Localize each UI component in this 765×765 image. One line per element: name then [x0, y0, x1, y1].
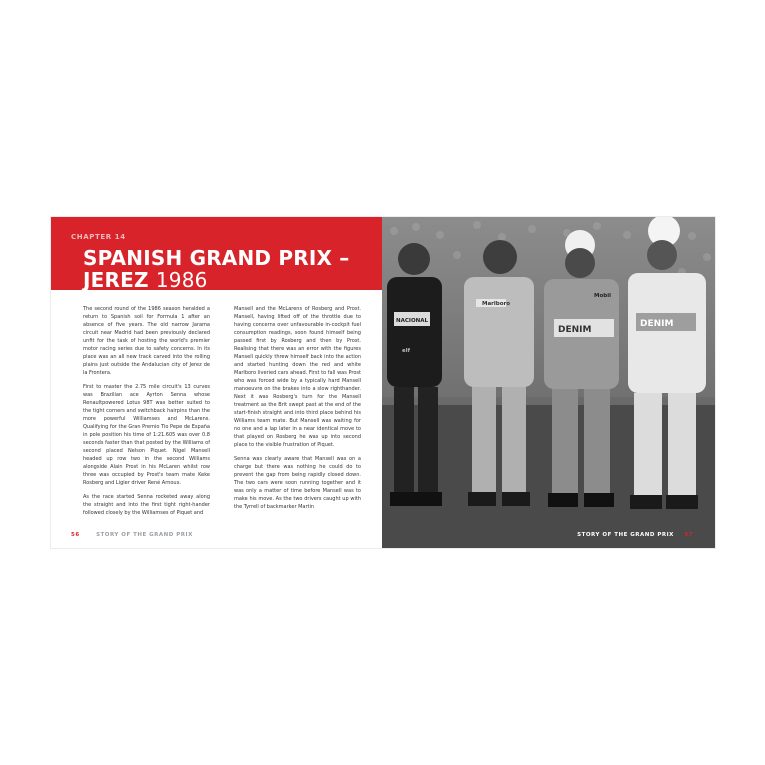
paragraph: Mansell and the McLarens of Rosberg and Prost. Mansell, having lifted off of the throttle due to having concerns over unfavourable in-cockpit fuel consumption readings, soon found himself being passed first by Rosberg and then by Prost. Realising that there was an error with the figures Mansell quickly threw himself back into the action and started hunting down the red and white Marlboro liveried cars ahead. First to fall was Prost who was forced wide by a typically hard Mansell manoeuvre on the brakes into a slow righthander. Next it was Rosberg's turn for the Mansell treatment as the Brit swept past at the end of the start-finish straight and into third place behind his Williams team mate. But Mansell was waiting for no one and a lap later in a near identical move to that played on Rosberg he was up into second place to the visible frustration of Piquet.	[234, 306, 361, 448]
paragraph: Senna was clearly aware that Mansell was on a charge but there was nothing he could do to prevent the gap from being rapidly closed down. The two cars were soon running together and it was only a matter of time before Mansell was to make his move. As the two drivers caught up with the Tyrrell of backmarker Martin	[234, 456, 361, 510]
paragraph: As the race started Senna rocketed away along the straight and into the first tight right-hander followed closely by the Williamses of Piquet and	[83, 494, 210, 516]
badge-denim-1: DENIM	[558, 325, 592, 335]
badge-denim-2: DENIM	[640, 319, 674, 329]
page-title	[83, 247, 373, 291]
chapter-banner	[51, 217, 382, 290]
badge-nacional: NACIONAL	[396, 318, 428, 324]
book-spread	[51, 217, 715, 548]
badge-marlboro: Marlboro	[482, 301, 510, 307]
title-line-2	[83, 269, 373, 291]
paragraph: First to master the 2.75 mile circuit's 13 curves was Brazilian ace Ayrton Senna whose Renaultpowered Lotus 98T was better suited to the tight corners and switchback hairpins than the more powerful Williamses and McLarens. Qualifying for the Gran Premio Tio Pepe de España in pole position his time of 1:21.605 was over 0.8 seconds faster than that posted by the Williams of second placed Nelson Piquet. Nigel Mansell headed up row two in the second Williams alongside Alain Prost in his McLaren whilst row three was occupied by Prost's team mate Keke Rosberg and Ligier driver René Arnoux.	[83, 384, 210, 486]
text-column-2	[234, 305, 361, 517]
right-footer	[577, 532, 693, 538]
page-number-right: 57	[684, 532, 693, 538]
title-main: SPANISH GRAND PRIX –	[83, 246, 350, 270]
title-place: JEREZ	[83, 268, 149, 292]
text-column-1	[83, 305, 210, 523]
page-number-left: 56	[71, 532, 80, 538]
running-footer-right: STORY OF THE GRAND PRIX	[577, 532, 674, 538]
right-page	[382, 217, 715, 548]
badge-elf: elf	[402, 348, 411, 354]
left-page	[51, 217, 382, 548]
left-footer	[71, 532, 193, 538]
paragraph: The second round of the 1986 season heralded a return to Spanish soil for Formula 1 after an absence of five years. The old narrow Jarama circuit near Madrid had been previously declared unfit for the task of hosting the world's premier motor racing series due to safety concerns. In its place was an all new track carved into the rolling plains just outside the Andalucian city of Jerez de la Frontera.	[83, 306, 210, 376]
title-year: 1986	[155, 268, 208, 292]
drivers-photo	[382, 217, 715, 548]
badge-mobil: Mobil	[594, 293, 611, 299]
chapter-label: CHAPTER 14	[71, 233, 126, 241]
running-footer-left: STORY OF THE GRAND PRIX	[96, 532, 193, 538]
